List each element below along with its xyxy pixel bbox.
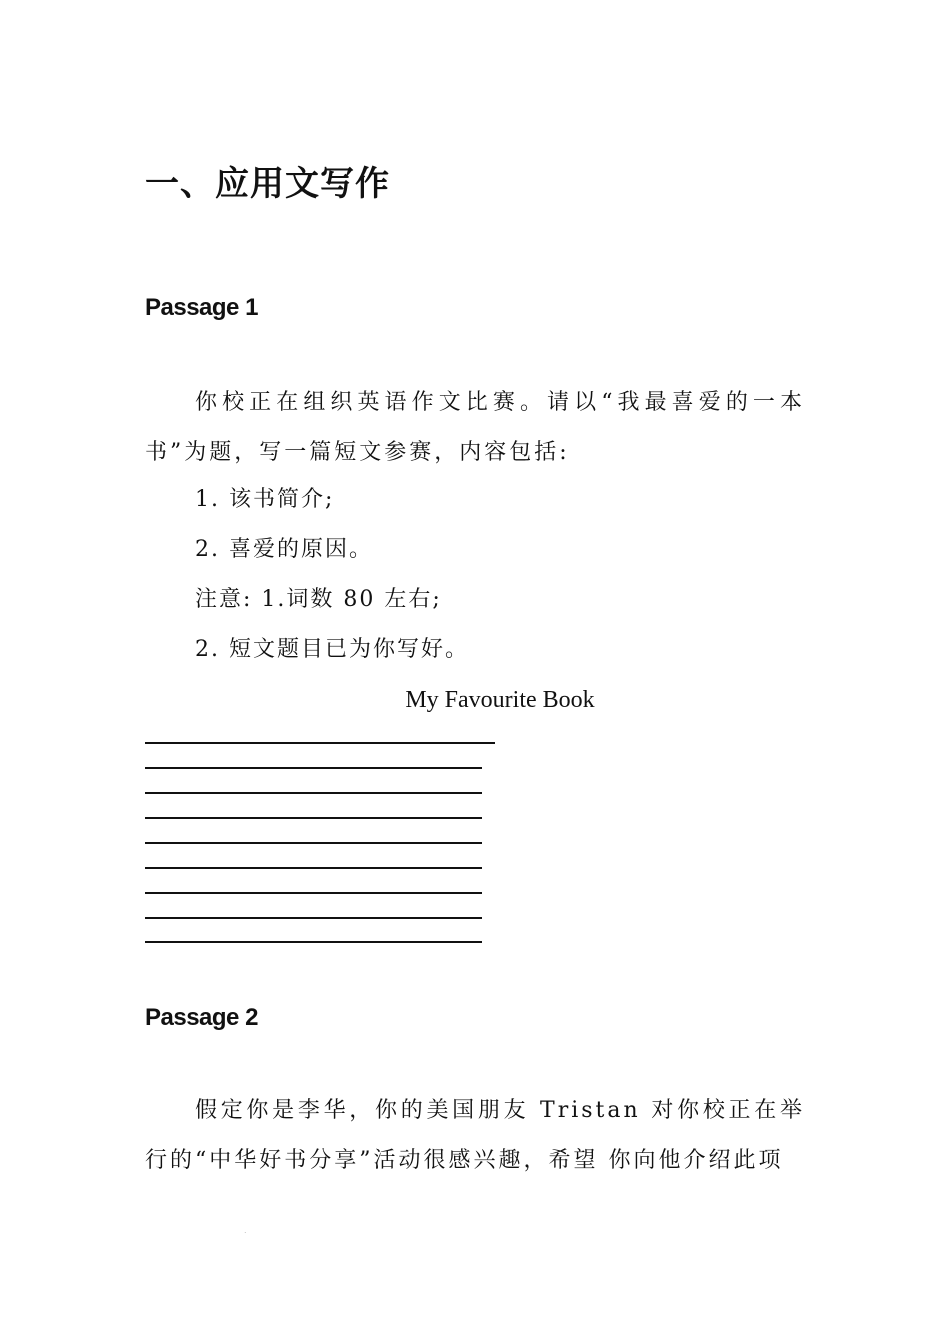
- answer-line: [145, 742, 495, 744]
- essay-title: My Favourite Book: [405, 687, 595, 713]
- passage-1-instructions: 你校正在组织英语作文比赛。请以“我最喜爱的一本书”为题，写一篇短文参赛，内容包括:: [145, 390, 805, 465]
- answer-line: [145, 892, 482, 894]
- passage-2-heading: Passage 2: [145, 1004, 258, 1031]
- section-title: 一、应用文写作: [145, 164, 390, 204]
- passage-1-note-1: 注意: 1.词数 80 左右;: [195, 587, 442, 612]
- page-mark: .: [244, 1226, 247, 1235]
- answer-line: [145, 917, 482, 919]
- answer-line: [145, 792, 482, 794]
- passage-1-requirement-1: 1. 该书简介;: [195, 487, 335, 512]
- passage-1-requirement-2: 2. 喜爱的原因。: [195, 537, 373, 562]
- answer-line: [145, 817, 482, 819]
- passage-2-instructions: 假定你是李华，你的美国朋友 Tristan 对你校正在举行的“中华好书分享”活动很感兴趣，希望 你向他介绍此项: [145, 1098, 805, 1173]
- answer-line: [145, 767, 482, 769]
- answer-line: [145, 941, 482, 943]
- answer-line: [145, 842, 482, 844]
- passage-1-heading: Passage 1: [145, 294, 258, 321]
- answer-line: [145, 867, 482, 869]
- passage-1-note-2: 2. 短文题目已为你写好。: [195, 637, 469, 662]
